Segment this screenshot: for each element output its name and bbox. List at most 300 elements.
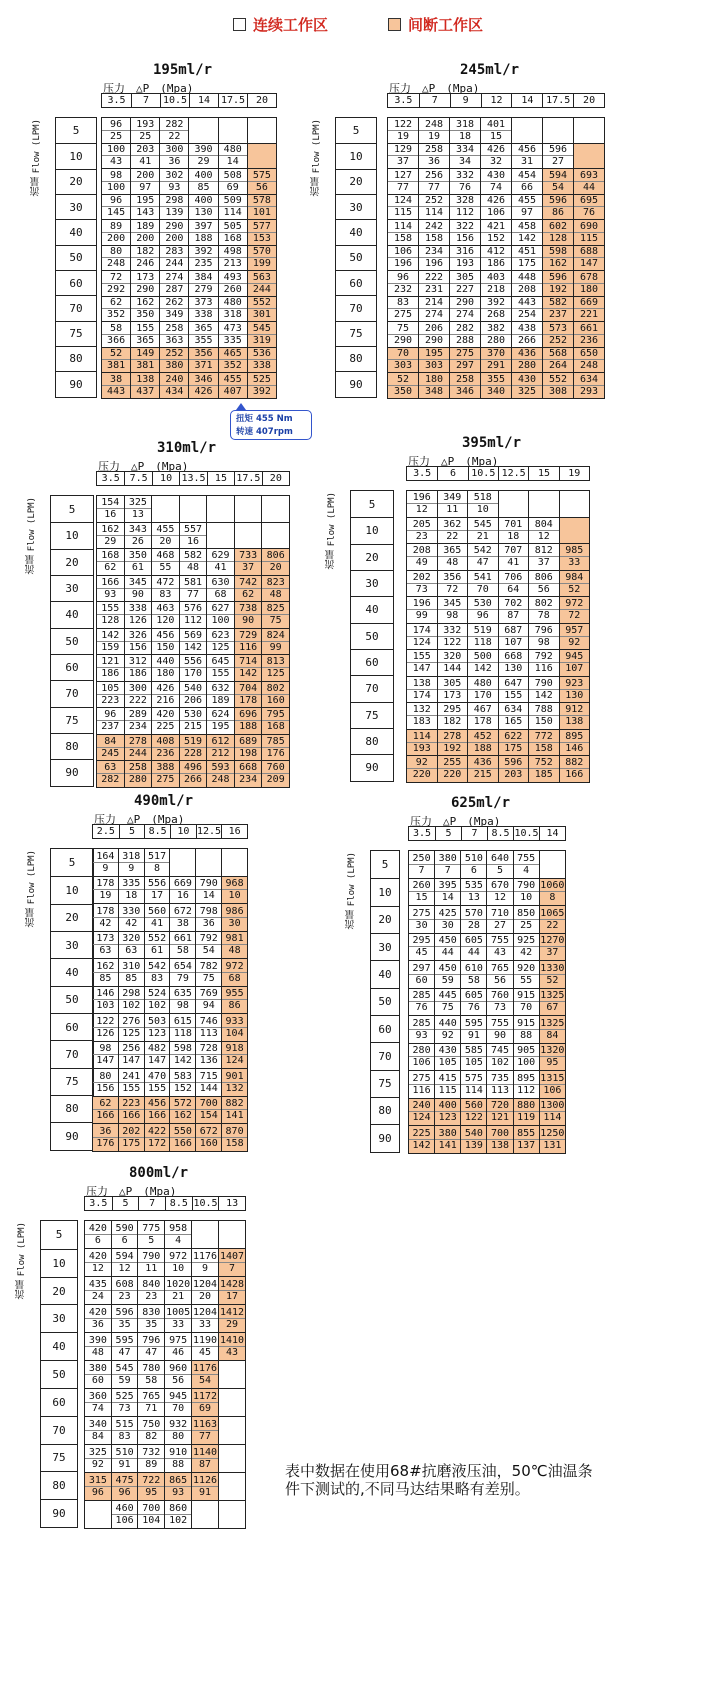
data-cell [513,1043,539,1071]
speed-value: 164 [93,851,118,863]
data-cell [234,708,262,735]
speed-value: 623 [207,630,234,642]
torque-value: 100 [517,1057,536,1069]
torque-value: 79 [176,972,189,984]
torque-value: 96 [91,1487,104,1498]
table-row [407,517,590,544]
torque-value: 206 [183,694,202,706]
data-cell [388,322,419,348]
torque-value: 178 [239,694,258,706]
data-cell [219,1361,246,1389]
speed-value: 422 [145,1126,170,1138]
torque-value: 91 [199,1487,212,1498]
data-cell [498,517,529,544]
torque-value: 95 [546,1057,559,1069]
torque-value: 192 [548,283,568,295]
data-cell [218,373,247,399]
callout-torque: 扭矩 455 Nm [236,414,293,424]
torque-value: 59 [118,1375,131,1386]
data-cell [574,296,605,322]
pressure-header-cell: 2.5 [96,826,115,837]
flow-cell: 90 [351,754,393,780]
torque-value: 76 [467,1002,480,1014]
torque-value: 16 [186,535,199,547]
torque-value: 27 [551,156,565,168]
data-cell [102,373,131,399]
data-cell [529,544,560,571]
data-cell [192,1277,219,1305]
flow-column [350,490,394,782]
speed-value: 356 [189,348,217,360]
speed-value: 258 [419,144,449,156]
torque-value: 36 [202,917,215,929]
data-cell [196,904,222,932]
torque-value: 41 [139,156,152,168]
data-cell [160,118,189,144]
torque-value: 98 [176,1000,189,1012]
speed-value: 440 [152,656,179,668]
speed-value: 515 [112,1419,138,1431]
speed-value: 436 [512,348,542,360]
table-row [102,373,277,399]
speed-value: 661 [574,323,604,335]
table-row [93,986,248,1014]
torque-value: 58 [467,974,480,986]
table-row [85,1361,246,1389]
torque-value: 102 [490,1057,510,1069]
torque-value: 144 [199,1082,218,1094]
speed-value: 415 [435,1073,460,1085]
data-cell [450,271,481,297]
speed-value: 278 [125,736,152,748]
data-grid [84,1220,246,1529]
torque-value: 124 [225,1055,244,1067]
flow-axis-label-en: Flow (LPM) [27,497,37,552]
pressure-header-cell: 6 [437,467,467,480]
flow-column [370,850,400,1153]
speed-value: 346 [189,374,217,386]
torque-value: 142 [517,232,537,244]
torque-value: 350 [136,309,155,321]
flow-cell: 75 [371,1070,399,1097]
torque-value: 19 [396,130,410,142]
torque-value: 16 [104,509,117,521]
torque-value: 123 [148,1027,167,1039]
speed-value: 96 [102,195,130,207]
table-row [388,373,605,399]
data-cell [247,169,276,195]
callout-pointer [236,403,246,410]
speed-value: 596 [499,757,529,769]
speed-value: 742 [235,577,262,589]
data-cell [102,220,131,246]
speed-value: 882 [222,1098,247,1110]
data-cell [435,851,461,879]
speed-value: 540 [461,1128,486,1140]
flow-axis-label-cn: 流量 [26,904,37,928]
data-cell [437,544,468,571]
table-row [97,761,290,788]
torque-value: 73 [415,583,428,595]
table-row [97,602,290,629]
data-cell [144,876,170,904]
speed-value: 895 [560,731,590,743]
speed-value: 882 [560,757,590,769]
table-row [407,756,590,783]
data-cell [118,1041,144,1069]
data-cell [170,1069,196,1097]
data-cell [461,961,487,989]
pressure-header-cell: 13 [218,1197,245,1210]
table-row [85,1249,246,1277]
speed-value: 465 [219,348,247,360]
speed-value: 456 [512,144,542,156]
speed-value: 688 [574,246,604,258]
speed-value: 570 [248,246,276,258]
legend-intermittent-label: 间断工作区 [408,16,484,34]
data-cell [97,681,125,708]
data-cell [218,194,247,220]
torque-value: 85 [99,972,112,984]
torque-value: 104 [142,1515,161,1526]
data-cell [131,118,160,144]
speed-value: 298 [119,988,144,1000]
torque-value: 348 [424,385,444,397]
torque-value: 77 [396,181,410,193]
speed-value: 330 [119,906,144,918]
torque-value: 142 [173,1055,192,1067]
speed-value: 80 [102,246,130,258]
torque-value: 156 [128,641,147,653]
torque-value: 308 [548,385,568,397]
table-title: 310ml/r [157,440,217,456]
torque-value: 200 [136,232,155,244]
flow-cell: 80 [56,346,96,371]
data-cell [131,296,160,322]
speed-value: 650 [574,348,604,360]
data-cell [189,296,218,322]
speed-value: 400 [189,195,217,207]
torque-value: 41 [507,557,520,569]
data-cell [407,544,438,571]
speed-value: 972 [222,961,247,973]
speed-value: 258 [125,762,152,774]
speed-value: 722 [138,1475,164,1487]
table-row [102,169,277,195]
speed-value: 395 [435,880,460,892]
torque-value: 37 [396,156,410,168]
speed-value: 274 [160,272,188,284]
flow-axis-label [324,492,339,569]
torque-value: 98 [537,636,550,648]
speed-value: 100 [102,144,130,156]
data-cell [409,1098,435,1126]
speed-value: 578 [248,195,276,207]
torque-value: 72 [568,610,581,622]
flow-axis-label-cn: 流量 [16,1276,27,1300]
speed-value: 945 [165,1391,191,1403]
torque-value: 30 [228,917,241,929]
flow-cell: 5 [72,124,80,138]
torque-value: 166 [96,1110,115,1122]
torque-value: 213 [223,258,242,270]
speed-value: 1250 [540,1127,565,1139]
flow-cell: 50 [336,245,376,270]
torque-value: 92 [568,636,581,648]
data-cell [498,729,529,756]
speed-value: 798 [196,906,221,918]
speed-value: 1325 [540,1017,565,1029]
torque-value: 45 [415,947,428,959]
torque-value: 120 [156,615,175,627]
torque-value: 102 [148,1000,167,1012]
data-cell [407,756,438,783]
data-cell [409,1043,435,1071]
speed-value: 460 [112,1503,138,1515]
data-cell [192,1221,219,1249]
torque-value: 55 [520,974,533,986]
flow-cell: 60 [41,1388,77,1416]
speed-value: 824 [262,630,289,642]
pressure-header-cell: 13.5 [179,472,206,485]
flow-axis-label-en: Flow (LPM) [327,492,337,547]
speed-value: 222 [419,272,449,284]
data-cell [152,602,180,629]
data-cell [152,708,180,735]
flow-cell: 30 [351,570,393,596]
speed-value: 480 [468,678,498,690]
speed-value: 189 [131,221,159,233]
flow-axis-label-en: Flow (LPM) [32,119,42,174]
speed-value: 545 [248,323,276,335]
data-cell [138,1277,165,1305]
data-grid [101,117,277,399]
flow-axis-label-en: Flow (LPM) [17,1222,27,1277]
torque-value: 25 [139,130,152,142]
data-cell [419,118,450,144]
table-title: 195ml/r [153,62,213,78]
speed-value: 482 [145,1043,170,1055]
table-title: 245ml/r [460,62,520,78]
torque-value: 292 [107,283,126,295]
speed-value: 958 [165,1223,191,1235]
torque-value: 14 [441,892,454,904]
speed-value: 443 [512,297,542,309]
speed-value: 556 [145,878,170,890]
torque-value: 49 [415,557,428,569]
data-cell [124,655,152,682]
speed-value: 174 [407,625,437,637]
pressure-header [387,93,605,108]
speed-value: 1176 [192,1363,218,1374]
data-cell [111,1277,138,1305]
data-cell [481,245,512,271]
speed-value: 62 [93,1098,118,1110]
speed-value: 355 [481,374,511,386]
torque-value: 221 [579,309,599,321]
torque-value: 349 [165,309,184,321]
data-cell [498,570,529,597]
table-row [97,496,290,523]
data-cell [388,220,419,246]
torque-value: 116 [239,641,258,653]
speed-value: 498 [219,246,247,258]
speed-value: 670 [487,880,512,892]
pressure-header-cell: 5 [119,825,145,838]
data-cell [513,988,539,1016]
data-cell [529,729,560,756]
data-cell [539,1071,565,1099]
data-cell [543,194,574,220]
speed-value: 318 [450,119,480,131]
data-cell [207,734,235,761]
torque-value: 266 [517,334,537,346]
data-cell [512,220,543,246]
speed-value: 455 [512,195,542,207]
speed-value: 624 [207,709,234,721]
data-cell [513,1071,539,1099]
data-cell [388,347,419,373]
table-row [93,849,248,877]
data-cell [152,549,180,576]
torque-value: 93 [104,588,117,600]
torque-value: 125 [122,1027,141,1039]
pressure-header [92,824,248,839]
torque-value: 26 [131,535,144,547]
torque-value: 86 [551,207,565,219]
torque-value: 228 [183,747,202,759]
speed-value: 590 [112,1223,138,1235]
torque-value: 290 [393,334,413,346]
speed-value: 290 [450,297,480,309]
data-cell [192,1305,219,1333]
torque-value: 52 [546,974,559,986]
speed-value: 382 [481,323,511,335]
speed-value: 84 [97,736,124,748]
torque-value: 112 [183,615,202,627]
table-row [407,623,590,650]
data-cell [234,496,262,523]
speed-value: 80 [93,1071,118,1083]
torque-value: 37 [546,947,559,959]
torque-value: 16 [176,890,189,902]
data-cell [498,703,529,730]
torque-value: 139 [464,1139,483,1151]
speed-value: 585 [461,1045,486,1057]
torque-value: 175 [122,1137,141,1149]
data-cell [102,322,131,348]
data-cell [111,1501,138,1529]
flow-cell: 80 [51,1095,93,1122]
table-row [388,245,605,271]
speed-value: 855 [514,1128,539,1140]
data-cell [93,1069,119,1097]
data-cell [487,961,513,989]
table-row [409,1016,566,1044]
speed-value: 334 [450,144,480,156]
data-grid [408,850,566,1154]
flow-cell: 10 [41,1249,77,1277]
torque-value: 68 [214,588,227,600]
flow-axis-label [344,852,359,929]
speed-value: 755 [514,853,539,865]
speed-value: 728 [196,1043,221,1055]
data-cell [437,703,468,730]
speed-value: 704 [235,683,262,695]
pressure-header-cell: 10.5 [514,828,539,839]
pressure-header-cell: 5 [435,827,461,840]
data-cell [450,118,481,144]
speed-value: 180 [419,374,449,386]
speed-value: 380 [435,853,460,865]
speed-value: 984 [560,572,590,584]
data-cell [192,1249,219,1277]
torque-value: 105 [464,1057,483,1069]
data-cell [450,296,481,322]
data-cell [450,143,481,169]
flow-cell: 75 [351,702,393,728]
speed-value: 870 [222,1126,247,1138]
table-row [97,655,290,682]
flow-cell: 10 [51,876,93,903]
pressure-header-cell: 3.5 [101,473,120,484]
torque-value: 48 [228,945,241,957]
data-cell [388,296,419,322]
speed-value: 332 [438,625,468,637]
data-cell [131,169,160,195]
flow-cell: 20 [51,904,93,931]
speed-value: 445 [435,990,460,1002]
speed-value: 258 [450,374,480,386]
speed-value: 205 [407,519,437,531]
speed-value: 632 [207,683,234,695]
speed-value: 569 [180,630,207,642]
data-cell [407,597,438,624]
flow-axis-label-en: Flow (LPM) [312,119,322,174]
data-cell [124,549,152,576]
data-cell [97,734,125,761]
table-row [102,347,277,373]
data-cell [144,1124,170,1152]
speed-value: 250 [409,853,434,865]
data-cell [165,1333,192,1361]
speed-value: 700 [138,1503,164,1515]
data-cell [407,570,438,597]
speed-value: 575 [461,1073,486,1085]
torque-value: 58 [145,1375,158,1386]
data-cell [152,522,180,549]
data-cell [85,1249,112,1277]
torque-value: 186 [486,258,506,270]
data-cell [574,245,605,271]
table-row [407,729,590,756]
flow-cell: 40 [371,960,399,987]
torque-value: 96 [476,610,489,622]
data-cell [388,271,419,297]
table-row [407,597,590,624]
flow-cell: 50 [51,628,93,654]
torque-value: 10 [228,890,241,902]
flow-cell: 20 [371,906,399,933]
speed-value: 1204 [192,1307,218,1318]
speed-value: 772 [529,731,559,743]
speed-value: 312 [125,656,152,668]
table-row [388,194,605,220]
data-cell [407,517,438,544]
speed-value: 234 [419,246,449,258]
speed-value: 155 [407,651,437,663]
data-cell [461,1098,487,1126]
